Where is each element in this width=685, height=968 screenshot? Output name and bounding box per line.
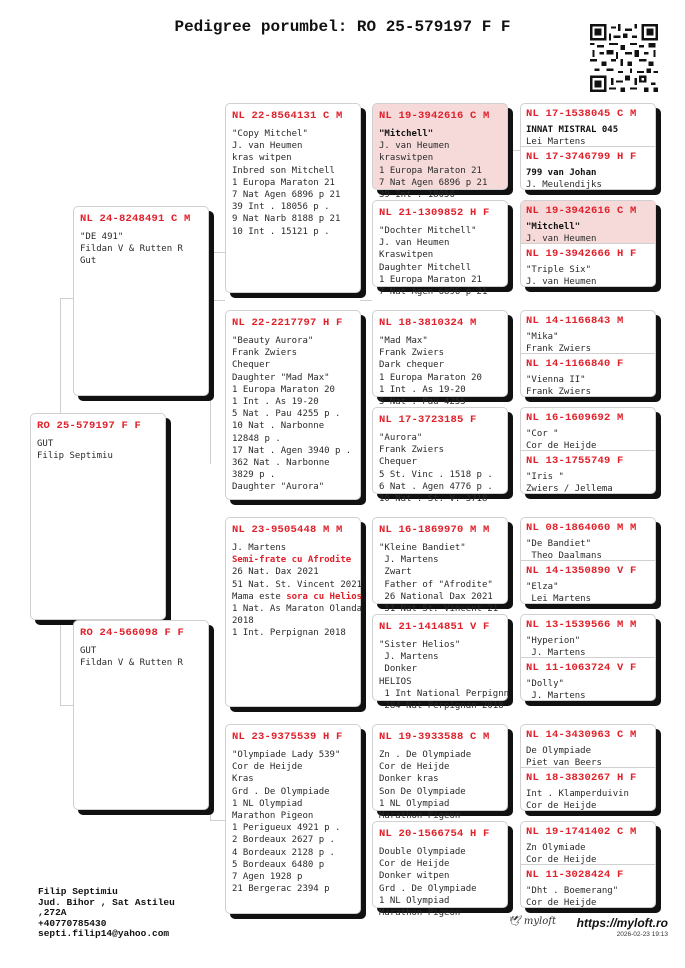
pedigree-card-gen4-pair — [520, 821, 656, 908]
ring-number: NL 17-1538045 C M — [526, 108, 637, 120]
ring-number: NL 22-8564131 C M — [232, 110, 343, 122]
card-line: 284 Nat Perpignan 2018 — [379, 701, 504, 712]
card-line: Marathon Pigeon — [379, 908, 461, 919]
pedigree-card-gen4[interactable] — [521, 725, 655, 768]
card-line: Marathon Pigeon — [379, 811, 461, 822]
card-line: 3829 p . — [232, 470, 276, 481]
card-line: Gut — [80, 256, 97, 267]
card-line: 1 Europa Maraton 21 — [232, 177, 335, 188]
myloft-logo — [508, 916, 556, 927]
card-line: Son De Olympiade — [379, 786, 466, 797]
highlight-text: Semi-frate cu Afrodite — [232, 555, 352, 566]
ring-number: NL 14-1350890 V F — [526, 564, 637, 577]
connector-line — [60, 298, 73, 299]
card-line: J. van Heumen — [526, 234, 597, 245]
card-line: J. van Heumen — [232, 141, 303, 152]
pedigree-card-gen4[interactable] — [521, 201, 655, 244]
card-line: Fildan V & Rutten R — [80, 244, 183, 255]
card-line: J. van Heumen — [379, 238, 450, 249]
ring-number: NL 21-1414851 V F — [379, 621, 490, 633]
card-line: Frank Zwiers — [526, 344, 592, 355]
card-line: Kraswitpen — [379, 250, 434, 261]
card-line: "DE 491" — [80, 232, 124, 242]
card-line: 1 Europa Maraton 21 — [379, 274, 482, 285]
card-line: 7 Nat Agen 6896 p 21 — [379, 177, 488, 188]
card-line: Grd . De Olympiade — [379, 883, 477, 894]
ring-number: NL 21-1309852 H F — [379, 207, 490, 219]
ring-number: NL 08-1864060 M M — [526, 522, 637, 534]
ring-number: NL 19-3942616 C M — [526, 205, 637, 217]
card-line: 1 Nat. As Maraton Olanda — [232, 604, 363, 615]
card-line: 51 Nat St. Vincent 21 — [379, 604, 499, 615]
card-line: 26 Nat. Dax 2021 — [232, 567, 319, 578]
connector-line — [210, 252, 225, 253]
pedigree-card-gen2[interactable] — [225, 103, 361, 293]
card-line: 21 Bergerac 2394 p — [232, 884, 330, 895]
card-line: Cor de Heijde — [526, 800, 597, 811]
card-line: Frank Zwiers — [232, 348, 298, 359]
card-line: 1 Int National Perpignn — [379, 688, 510, 699]
card-line: GUT — [37, 439, 54, 449]
card-line: 10 Nat . Narbonne — [232, 421, 325, 432]
card-line: Marathon Pigeon — [232, 811, 314, 822]
card-line: kras witpen — [232, 153, 292, 164]
logo-text: myloft — [523, 916, 556, 927]
card-line: Chequer — [379, 457, 417, 468]
connector-line — [210, 300, 225, 301]
card-line: Daughter "Mad Max" — [232, 372, 330, 383]
card-line: Theo Daalmans — [526, 551, 602, 562]
pigeon-name: "Dolly" — [526, 678, 564, 689]
card-line: Frank Zwiers — [526, 386, 592, 397]
card-line: J. Meulendijks — [526, 179, 602, 190]
card-line: 2018 — [232, 616, 254, 627]
ring-number: NL 23-9505448 M M — [232, 524, 343, 536]
ring-number: NL 18-3830267 H F — [526, 771, 637, 784]
ring-number: NL 22-2217797 H F — [232, 317, 343, 329]
pedigree-card-gen3[interactable] — [372, 614, 510, 712]
card-line: 9 Nat Narb 8188 p 21 — [232, 214, 341, 225]
pedigree-card-gen4[interactable] — [521, 658, 655, 701]
card-line: kraswitpen — [379, 153, 434, 164]
ring-number: NL 17-3723185 F — [379, 414, 477, 426]
pigeon-name: "Mika" — [526, 332, 559, 342]
owner-address: ,272A — [38, 907, 67, 918]
card-line: J. Martens — [379, 555, 439, 566]
card-line: Zwart — [379, 567, 412, 578]
pedigree-card-gen4-pair — [520, 200, 656, 287]
card-line: 51 Nat. St. Vincent 2021 — [232, 579, 363, 590]
card-line: Lei Martens — [526, 137, 586, 148]
card-line: J. van Heumen — [379, 141, 450, 152]
pedigree-card-sire[interactable] — [73, 206, 209, 396]
card-line: Cor de Heijde — [379, 762, 450, 773]
ring-number: NL 16-1869970 M M — [379, 524, 490, 536]
card-line: 12848 p . — [232, 433, 281, 444]
owner-info — [38, 887, 175, 940]
pedigree-card-gen2[interactable] — [225, 310, 361, 500]
card-line: 39 Int . 18056 — [379, 190, 455, 201]
card-line: 10 Nat . St. V. 3718 — [379, 494, 488, 505]
card-line: Lei Martens — [526, 593, 592, 604]
pedigree-card-gen4[interactable] — [521, 354, 655, 397]
highlight-text: sora cu Helios — [286, 591, 363, 602]
card-line: "Dochter Mitchell" — [379, 226, 477, 236]
card-line: 5 Nat . Pau 4255 p . — [232, 409, 341, 420]
ring-number: NL 19-3942666 H F — [526, 247, 637, 260]
card-line: "Olympiade Lady 539" — [232, 750, 341, 760]
card-line: J. Martens — [526, 690, 586, 701]
card-line: Cor de Heijde — [526, 897, 597, 908]
pedigree-card-gen4[interactable] — [521, 408, 655, 451]
card-line: 7 Agen 1928 p — [232, 872, 303, 883]
owner-name: Filip Septimiu — [38, 886, 118, 897]
ring-number: NL 14-3430963 C M — [526, 729, 637, 741]
card-line: 1 Int . As 19-20 — [379, 384, 466, 395]
ring-number: NL 14-1166843 M — [526, 315, 624, 327]
card-line: "Aurora" — [379, 433, 423, 443]
card-line: 1 Int. Perpignan 2018 — [232, 628, 346, 639]
card-line: 5 Nat . Pau 4255 — [379, 397, 466, 408]
card-line: 5 St. Vinc . 1518 p . — [379, 469, 493, 480]
card-line: Inbred son Mitchell — [232, 165, 335, 176]
ring-number: NL 18-3810324 M — [379, 317, 477, 329]
connector-line — [60, 705, 73, 706]
card-line: Filip Septimiu — [37, 451, 113, 462]
card-line: Dark chequer — [379, 360, 445, 371]
card-line: Mama este — [232, 591, 287, 602]
card-line: J. van Heumen — [526, 276, 597, 287]
brand-url[interactable]: https://myloft.ro — [576, 916, 668, 930]
pedigree-card-dam[interactable] — [73, 620, 209, 810]
pedigree-card-gen3[interactable] — [372, 407, 508, 505]
qr-code-icon — [590, 24, 658, 92]
pedigree-card-gen3[interactable] — [372, 724, 508, 822]
card-line: Zn . De Olympiade — [379, 750, 472, 760]
card-line: Kras — [232, 774, 254, 785]
pedigree-card-gen4-pair — [520, 407, 656, 494]
card-line: Donker kras — [379, 774, 439, 785]
card-line: "Kleine Bandiet" — [379, 543, 466, 553]
pedigree-card-gen4-pair — [520, 103, 656, 190]
pedigree-card-gen4-pair — [520, 310, 656, 397]
connector-line — [210, 820, 225, 821]
pigeon-name: "Iris " — [526, 471, 564, 482]
card-line: Frank Zwiers — [379, 445, 445, 456]
ring-number: NL 16-1609692 M — [526, 412, 624, 424]
card-line: 2 Bordeaux 2627 p . — [232, 835, 335, 846]
card-line: GUT — [80, 646, 97, 656]
card-line: HELIOS — [379, 676, 412, 687]
pigeon-name: "Mitchell" — [526, 222, 581, 232]
ring-number: NL 23-9375539 H F — [232, 731, 343, 743]
pedigree-card-gen4[interactable] — [521, 561, 655, 604]
pedigree-card-gen4[interactable] — [521, 865, 655, 908]
pedigree-card-gen4[interactable] — [521, 244, 655, 287]
pedigree-card-gen4[interactable] — [521, 615, 655, 658]
owner-phone: +40770785430 — [38, 917, 107, 929]
card-line: "Beauty Aurora" — [232, 336, 314, 346]
card-line: 4 Bordeaux 2128 p . — [232, 847, 335, 858]
ring-number: NL 11-1063724 V F — [526, 661, 637, 674]
pigeon-name: "De Bandiet" — [526, 539, 592, 549]
pedigree-card-gen4-pair — [520, 614, 656, 701]
pedigree-card-gen4[interactable] — [521, 518, 655, 561]
pigeon-name: "Elza" — [526, 581, 559, 592]
connector-line — [210, 645, 211, 820]
pedigree-card-gen2[interactable] — [225, 724, 361, 914]
card-line: 6 Nat . Agen 4776 p . — [379, 481, 493, 492]
card-line: "Mad Max" — [379, 336, 428, 346]
ring-number: NL 19-3933588 C M — [379, 731, 490, 743]
pigeon-name: Zn Olymiade — [526, 843, 586, 853]
ring-number: RO 25-579197 F F — [37, 420, 142, 432]
pedigree-card-gen3[interactable] — [372, 310, 508, 408]
ring-number: NL 13-1539566 M M — [526, 619, 637, 631]
card-line: 1 Europa Maraton 20 — [379, 372, 482, 383]
card-line: Donker — [379, 664, 417, 675]
pedigree-card-gen3[interactable] — [372, 821, 508, 919]
card-line: Piet van Beers — [526, 758, 602, 769]
pedigree-card-gen4[interactable] — [521, 768, 655, 811]
card-line: J. Martens — [379, 652, 439, 663]
connector-line — [510, 150, 520, 151]
pedigree-card-gen4[interactable] — [521, 822, 655, 865]
ring-number: NL 13-1755749 F — [526, 454, 624, 467]
pedigree-card-gen3[interactable] — [372, 200, 508, 298]
pigeon-name: "Hyperion" — [526, 636, 581, 646]
card-line: 10 Int . 15121 p . — [232, 226, 330, 237]
page-title: Pedigree porumbel: RO 25-579197 F F — [174, 18, 511, 36]
card-line: Daughter Mitchell — [379, 262, 472, 273]
pedigree-card-gen4[interactable] — [521, 311, 655, 354]
pigeon-name: "Cor " — [526, 429, 559, 439]
ring-number: NL 24-8248491 C M — [80, 213, 191, 225]
pigeon-name: De Olympiade — [526, 746, 592, 756]
ring-number: NL 11-3028424 F — [526, 868, 624, 881]
card-line: Cor de Heijde — [526, 855, 597, 866]
pigeon-name: INNAT MISTRAL 045 — [526, 125, 619, 135]
ring-number: NL 17-3746799 H F — [526, 150, 637, 163]
pigeon-name: "Vienna II" — [526, 374, 586, 385]
ring-number: NL 19-1741402 C M — [526, 826, 637, 838]
owner-address: Jud. Bihor , Sat Astileu — [38, 896, 175, 908]
card-line: Cor de Heijde — [526, 441, 597, 452]
connector-line — [210, 252, 211, 464]
pedigree-card-subject[interactable] — [30, 413, 166, 620]
ring-number: NL 19-3942616 C M — [379, 110, 490, 122]
card-line: 1 Europa Maraton 21 — [379, 165, 482, 176]
pedigree-card-gen3[interactable] — [372, 517, 508, 615]
pigeon-name: Int . Klamperduivin — [526, 788, 629, 799]
card-line: 7 Nat Agen 6896 p 21 — [232, 190, 341, 201]
pigeon-name: "Triple Six" — [526, 264, 592, 275]
card-line: 362 Nat . Narbonne — [232, 458, 330, 469]
pigeon-icon: 🕊 — [508, 916, 521, 927]
pedigree-card-gen4[interactable] — [521, 451, 655, 494]
pedigree-card-gen4[interactable] — [521, 104, 655, 147]
card-line: 39 Int . 18056 p . — [232, 202, 330, 213]
card-line: Cor de Heijde — [232, 762, 303, 773]
pigeon-name: 799 van Johan — [526, 167, 597, 178]
ring-number: NL 20-1566754 H F — [379, 828, 490, 840]
print-date: 2026-02-23 19:13 — [616, 931, 668, 938]
card-line: Chequer — [232, 360, 270, 371]
card-line: 5 Bordeaux 6480 p — [232, 859, 325, 870]
card-line: Zwiers / Jellema — [526, 483, 613, 494]
owner-email: septi.filip14@yahoo.com — [38, 928, 170, 939]
card-line: Fildan V & Rutten R — [80, 658, 183, 669]
card-line: 26 National Dax 2021 — [379, 591, 493, 602]
card-line: Grd . De Olympiade — [232, 786, 330, 797]
card-line: 1 NL Olympiad — [379, 798, 450, 809]
card-line: Cor de Heijde — [379, 859, 450, 870]
card-line: 17 Nat . Agen 3940 p . — [232, 445, 352, 456]
ring-number: RO 24-566098 F F — [80, 627, 185, 639]
pigeon-name: "Dht . Boemerang" — [526, 885, 619, 896]
pedigree-card-gen4[interactable] — [521, 147, 655, 190]
pedigree-card-gen2[interactable] — [225, 517, 361, 707]
card-line: 1 Int . As 19-20 — [232, 397, 319, 408]
card-line: J. Martens — [526, 648, 586, 659]
card-line: 1 NL Olympiad — [379, 895, 450, 906]
ring-number: NL 14-1166840 F — [526, 357, 624, 370]
card-line: "Sister Helios" — [379, 640, 461, 650]
card-line: "Copy Mitchel" — [232, 129, 308, 139]
card-line: 7 Nat Agen 6896 p 21 — [379, 287, 488, 298]
card-line: Frank Zwiers — [379, 348, 445, 359]
brand-footer — [508, 916, 668, 938]
card-line: J. Martens — [232, 543, 287, 553]
pedigree-card-gen3[interactable] — [372, 103, 508, 201]
card-line: Daughter "Aurora" — [232, 482, 325, 493]
connector-line — [360, 300, 372, 301]
card-line: Father of "Afrodite" — [379, 579, 493, 590]
pigeon-name: "Mitchell" — [379, 129, 434, 139]
card-line: Donker witpen — [379, 871, 450, 882]
pedigree-card-gen4-pair — [520, 517, 656, 604]
card-line: 1 NL Olympiad — [232, 798, 303, 809]
card-line: 1 Europa Maraton 20 — [232, 384, 335, 395]
card-line: Double Olympiade — [379, 847, 466, 857]
pedigree-card-gen4-pair — [520, 724, 656, 811]
card-line: 1 Perigueux 4921 p . — [232, 823, 341, 834]
